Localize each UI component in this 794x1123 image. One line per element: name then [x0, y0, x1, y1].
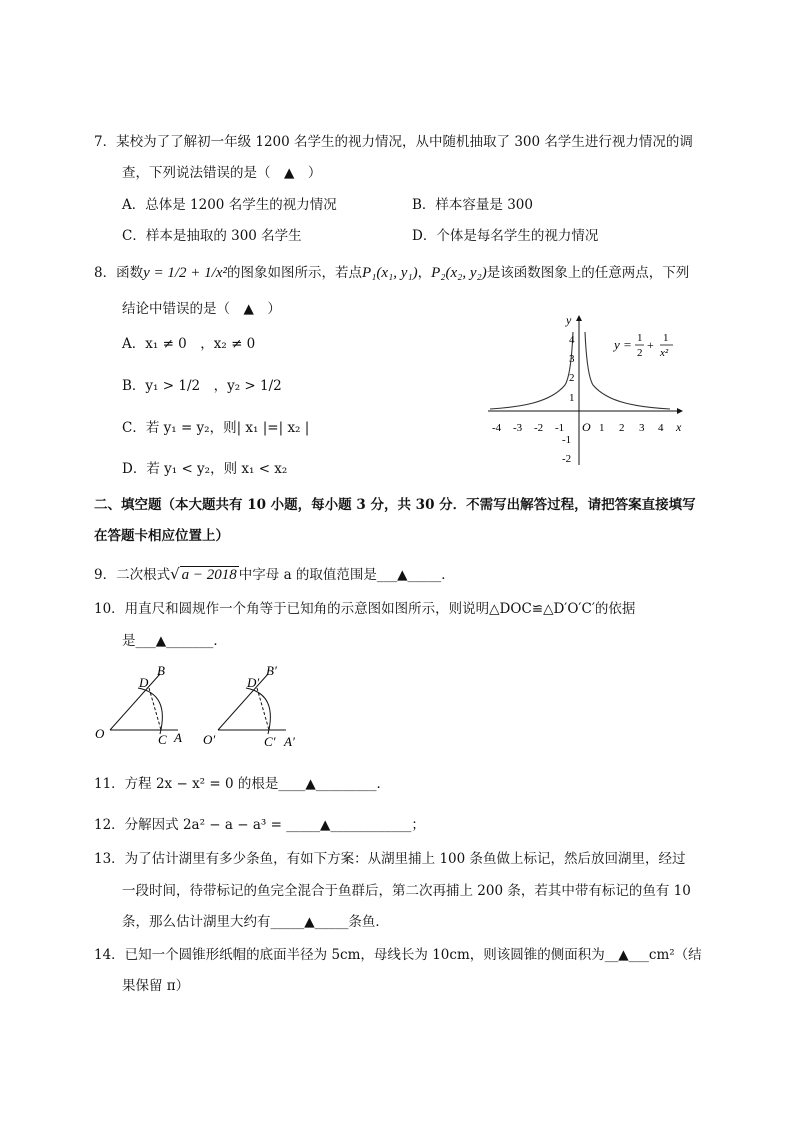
y-tick: 3	[569, 353, 575, 365]
graph-formula-num2: 1	[663, 332, 669, 344]
left-label-a: A	[174, 730, 182, 745]
q8-point-p1: P₁(x₁, y₁)	[362, 265, 418, 281]
q8-option-b: B．y₁ > 1/2 ，y₂ > 1/2	[122, 378, 282, 394]
left-ray-ob	[110, 674, 160, 730]
section2-heading-line2: 在答题卡相应位置上）	[94, 528, 229, 544]
q8-line1	[94, 264, 689, 282]
q10-line1: 10．用直尺和圆规作一个角等于已知角的示意图如图所示，则说明△DOC≌△D′O′C′的依据	[94, 601, 636, 617]
y-tick: 1	[569, 392, 575, 404]
y-tick: 2	[569, 372, 575, 384]
q12-line: 12．分解因式 2a² − a − a³ = _____▲____________；	[94, 817, 425, 833]
q9-radicand: a − 2018	[181, 567, 237, 583]
right-ray-ob	[218, 674, 268, 730]
right-label-o: O′	[203, 732, 216, 747]
y-tick: -1	[562, 434, 572, 446]
origin-label: O	[582, 420, 591, 434]
q7-line2: 查，下列说法错误的是（ ▲ ）	[122, 165, 322, 181]
q8-function-graph	[480, 310, 700, 470]
section2-heading-line1: 二、填空题（本大题共有 10 小题，每小题 3 分，共 30 分．不需写出解答过程，请把答案直接填写	[94, 497, 696, 513]
q13-line3: 条，那么估计湖里大约有_____▲_____条鱼．	[122, 914, 389, 930]
graph-formula-den2: x²	[660, 347, 669, 359]
q9-line	[94, 565, 455, 584]
graph-formula-num1: 1	[637, 332, 643, 344]
q8-point-p2: P₂(x₂, y₂)	[431, 265, 487, 281]
x-tick: -2	[534, 422, 544, 434]
q13-line2: 一段时间，待带标记的鱼完全混合于鱼群后，第二次再捕上 200 条，若其中带有标记的鱼有 10	[122, 883, 691, 899]
q11-line: 11．方程 2x − x² = 0 的根是____▲_________．	[94, 776, 390, 792]
graph-curve-left	[490, 332, 573, 409]
q8-option-c: C．若 y₁ = y₂，则| x₁ |=| x₂ |	[122, 420, 310, 436]
left-label-o: O	[95, 726, 105, 741]
graph-formula-plus: +	[647, 338, 654, 352]
q8-comma: ，	[417, 265, 432, 281]
q8-line2: 结论中错误的是（ ▲ ）	[122, 301, 281, 317]
x-tick: -3	[513, 422, 523, 434]
q8-mid: 的图象如图所示，若点	[227, 265, 362, 281]
q10-angle-figure	[92, 662, 312, 757]
x-tick: -1	[555, 422, 565, 434]
graph-formula-den1: 2	[637, 347, 643, 359]
right-label-a: A′	[284, 734, 295, 749]
q8-option-d: D．若 y₁ < y₂，则 x₁ < x₂	[122, 461, 288, 477]
q7-option-c: C．样本是抽取的 300 名学生	[122, 228, 302, 244]
q7-option-a: A．总体是 1200 名学生的视力情况	[122, 197, 337, 213]
right-label-d: D′	[247, 675, 260, 690]
left-dashed-dc	[149, 688, 161, 730]
left-label-c: C	[158, 732, 167, 747]
q13-line1: 13．为了估计湖里有多少条鱼，有如下方案：从湖里捕上 100 条鱼做上标记，然后放回湖里，经过	[94, 851, 686, 867]
graph-formula-y: y =	[614, 337, 632, 352]
x-tick: -4	[492, 422, 502, 434]
q8-suffix: 是该函数图象上的任意两点，下列	[486, 265, 690, 281]
y-tick: 4	[569, 334, 575, 346]
x-tick: 3	[639, 422, 645, 434]
left-label-b: B	[157, 663, 165, 678]
x-tick: 4	[658, 422, 664, 434]
q7-option-b: B．样本容量是 300	[412, 197, 533, 213]
q10-line2: 是___▲_______．	[122, 633, 227, 649]
right-label-c: C′	[264, 734, 276, 749]
sqrt-sign: √	[170, 565, 180, 583]
x-axis-label: x	[676, 420, 682, 434]
q9-prefix: 9．二次根式	[94, 567, 171, 583]
q8-option-a: A．x₁ ≠ 0 ，x₂ ≠ 0	[122, 336, 256, 352]
x-tick: 1	[599, 422, 605, 434]
x-tick: 2	[619, 422, 625, 434]
q7-option-d: D．个体是每名学生的视力情况	[412, 228, 599, 244]
q8-function: y = 1/2 + 1/x²	[143, 265, 227, 281]
q14-line2: 果保留 π）	[122, 978, 190, 994]
right-label-b: B′	[266, 663, 277, 678]
left-label-d: D	[139, 675, 149, 690]
y-tick: -2	[562, 453, 572, 465]
q9-suffix: 中字母 a 的取值范围是___▲_____．	[238, 567, 455, 583]
q7-line1: 7．某校为了了解初一年级 1200 名学生的视力情况，从中随机抽取了 300 名学生进行视力情况的调	[94, 134, 693, 150]
y-axis-label: y	[566, 313, 572, 327]
q8-prefix: 8．函数	[94, 265, 144, 281]
right-dashed-dc	[257, 688, 269, 730]
q14-line1: 14．已知一个圆锥形纸帽的底面半径为 5cm，母线长为 10cm，则该圆锥的侧面积为__▲___cm²（结	[94, 947, 702, 963]
